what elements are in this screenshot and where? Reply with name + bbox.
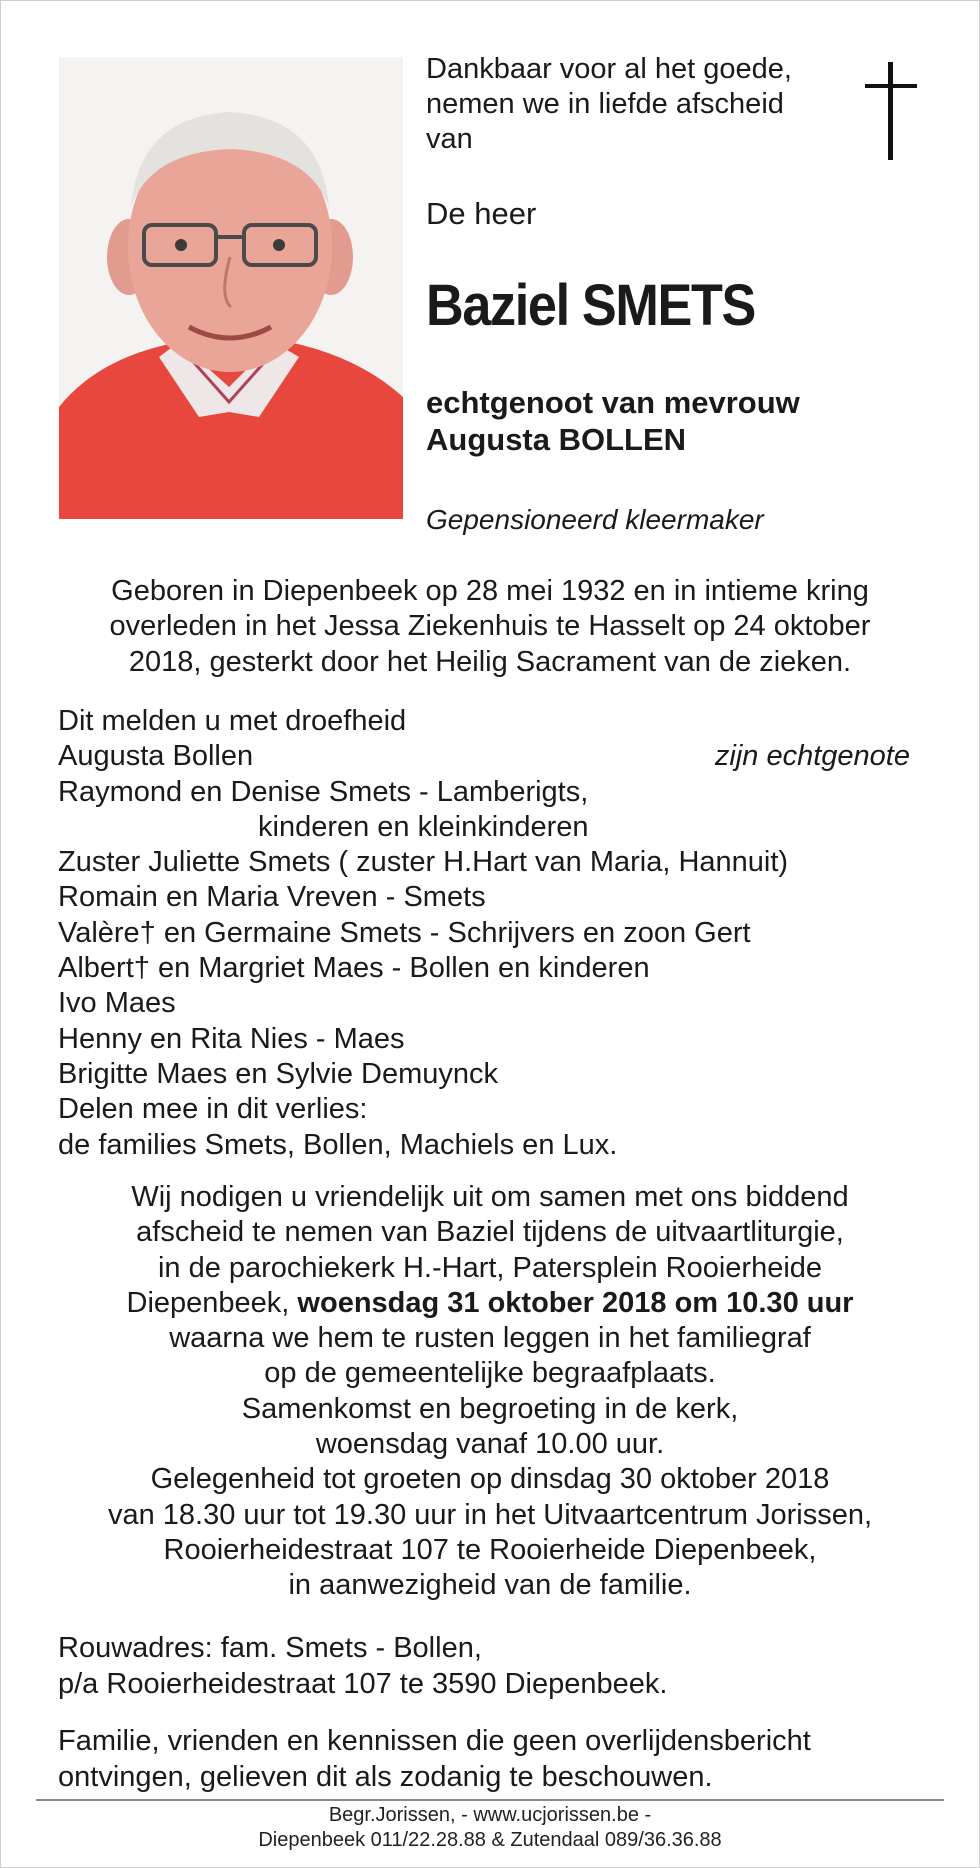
closing-line: Familie, vrienden en kennissen die geen overlijdensbericht bbox=[58, 1725, 811, 1757]
family-relative: Henny en Rita Nies - Maes bbox=[58, 1022, 405, 1055]
invitation-line: Samenkomst en begroeting in de kerk, bbox=[241, 1392, 739, 1425]
intro-line: van bbox=[426, 123, 473, 155]
family-relative: Brigitte Maes en Sylvie Demuynck bbox=[58, 1057, 498, 1090]
invitation-text bbox=[40, 1180, 940, 1604]
family-relative: de families Smets, Bollen, Machiels en Lux. bbox=[58, 1128, 618, 1161]
widow-name: Augusta Bollen bbox=[58, 740, 254, 773]
family-children-sub: kinderen en kleinkinderen bbox=[258, 810, 589, 843]
intro-text bbox=[426, 52, 856, 157]
family-relative: Albert† en Margriet Maes - Bollen en kinderen bbox=[58, 952, 650, 985]
invitation-line: in de parochiekerk H.-Hart, Patersplein Rooierheide bbox=[157, 1251, 823, 1284]
birth-death-text bbox=[40, 574, 940, 680]
invitation-line: afscheid te nemen van Baziel tijdens de uitvaartliturgie, bbox=[136, 1216, 844, 1249]
intro-line: nemen we in liefde afscheid bbox=[426, 88, 784, 120]
footer-line: Begr.Jorissen, - www.ucjorissen.be - bbox=[328, 1804, 652, 1826]
closing-note bbox=[58, 1723, 811, 1795]
family-relative: Ivo Maes bbox=[58, 987, 176, 1020]
deceased-name: Baziel SMETS bbox=[426, 273, 755, 338]
invitation-line: waarna we hem te rusten leggen in het familiegraf bbox=[169, 1322, 811, 1355]
family-relative: Valère† en Germaine Smets - Schrijvers en zoon Gert bbox=[58, 916, 751, 949]
portrait-illustration bbox=[59, 57, 403, 519]
invitation-line: Wij nodigen u vriendelijk uit om samen met ons biddend bbox=[131, 1181, 849, 1213]
address-line: p/a Rooierheidestraat 107 te 3590 Diepenbeek. bbox=[58, 1668, 668, 1700]
birth-death-line: Geboren in Diepenbeek op 28 mei 1932 en in intieme kring bbox=[111, 575, 869, 607]
invitation-line: Rooierheidestraat 107 te Rooierheide Diepenbeek, bbox=[163, 1533, 817, 1566]
invitation-line: op de gemeentelijke begraafplaats. bbox=[264, 1357, 716, 1390]
family-children: Raymond en Denise Smets - Lamberigts, bbox=[58, 775, 589, 808]
birth-death-line: overleden in het Jessa Ziekenhuis te Hasselt op 24 oktober bbox=[109, 610, 871, 643]
intro-line: Dankbaar voor al het goede, bbox=[426, 53, 792, 85]
footer-line: Diepenbeek 011/22.28.88 & Zutendaal 089/36.36.88 bbox=[258, 1829, 722, 1851]
profession: Gepensioneerd kleermaker bbox=[426, 504, 764, 535]
invitation-line: van 18.30 uur tot 19.30 uur in het Uitvaartcentrum Jorissen, bbox=[107, 1498, 873, 1531]
portrait-photo bbox=[59, 57, 403, 519]
address-line: Rouwadres: fam. Smets - Bollen, bbox=[58, 1632, 482, 1664]
spouse-info bbox=[426, 384, 800, 458]
invitation-place: Diepenbeek, bbox=[126, 1286, 298, 1319]
family-widow-row bbox=[58, 739, 918, 774]
closing-line: ontvingen, gelieven dit als zodanig te beschouwen. bbox=[58, 1761, 713, 1793]
invitation-line-date bbox=[40, 1286, 940, 1321]
widow-role: zijn echtgenote bbox=[714, 740, 910, 773]
family-relative: Zuster Juliette Smets ( zuster H.Hart van Maria, Hannuit) bbox=[58, 846, 789, 879]
footer-divider bbox=[36, 1799, 944, 1801]
honorific: De heer bbox=[426, 196, 537, 231]
birth-death-line: 2018, gesterkt door het Heilig Sacrament van de zieken. bbox=[128, 645, 852, 678]
spouse-line: Augusta BOLLEN bbox=[426, 422, 687, 457]
funeral-home-footer bbox=[40, 1803, 940, 1853]
family-relative: Delen mee in dit verlies: bbox=[58, 1093, 368, 1126]
mourning-address bbox=[58, 1630, 667, 1702]
funeral-datetime: woensdag 31 oktober 2018 om 10.30 uur bbox=[297, 1286, 854, 1319]
invitation-line: Gelegenheid tot groeten op dinsdag 30 oktober 2018 bbox=[150, 1463, 830, 1496]
invitation-line: in aanwezigheid van de familie. bbox=[288, 1569, 692, 1602]
family-heading: Dit melden u met droefheid bbox=[58, 705, 407, 737]
invitation-line: woensdag vanaf 10.00 uur. bbox=[315, 1428, 665, 1461]
cross-icon bbox=[865, 62, 917, 160]
family-relative: Romain en Maria Vreven - Smets bbox=[58, 881, 486, 914]
spouse-line: echtgenoot van mevrouw bbox=[426, 385, 800, 420]
family-list bbox=[58, 704, 918, 1163]
